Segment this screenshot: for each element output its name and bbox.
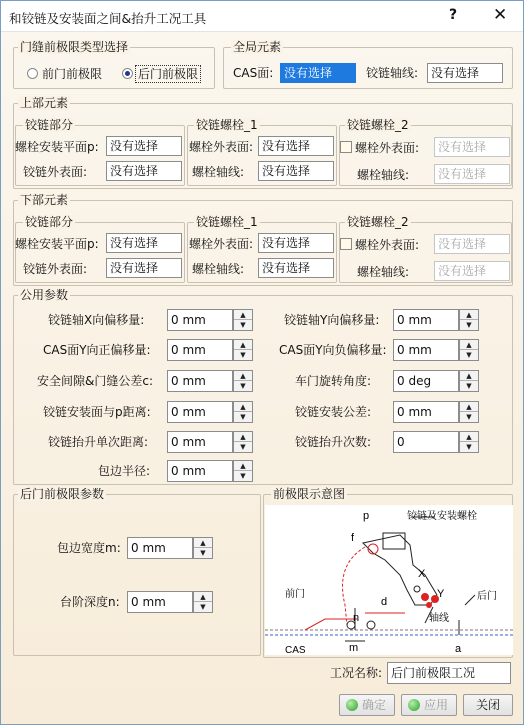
- lower-bolt1-title: 铰链螺栓_1: [196, 215, 258, 229]
- p3-label: CAS面Y向正偏移量:: [43, 343, 151, 357]
- lower-bolt2-f1-label: 螺栓外表面:: [355, 238, 420, 252]
- lower-bolt2-title: 铰链螺栓_2: [347, 215, 409, 229]
- hinge-axis-label: 铰链轴线:: [366, 66, 419, 80]
- p2-stepper[interactable]: ▲ ▼: [459, 309, 479, 331]
- front-limit-diagram: [265, 505, 513, 655]
- global-title: 全局元素: [233, 40, 282, 54]
- rear-title: 后门前极限参数: [20, 487, 105, 501]
- p8-stepper[interactable]: ▲ ▼: [459, 401, 479, 423]
- dg-label-d: d: [381, 596, 388, 608]
- lower-hinge-title: 铰链部分: [25, 215, 74, 229]
- p2-value[interactable]: 0 mm: [393, 309, 459, 331]
- lower-title: 下部元素: [20, 193, 69, 207]
- p4-value[interactable]: 0 mm: [393, 339, 459, 361]
- p4-label: CAS面Y向负偏移量:: [279, 343, 387, 357]
- radio-front-door-label[interactable]: 前门前极限: [42, 67, 103, 81]
- upper-hinge-f1-label: 螺栓安装平面p:: [15, 140, 99, 154]
- p5-label: 安全间隙&门缝公差c:: [37, 374, 153, 388]
- upper-bolt2-f1-field[interactable]: 没有选择: [434, 137, 510, 157]
- dg-label-axis: 轴线: [429, 613, 449, 624]
- p7-stepper[interactable]: ▲ ▼: [233, 401, 253, 423]
- dg-label-x: X: [418, 568, 426, 580]
- upper-bolt1-f1-label: 螺栓外表面:: [189, 140, 254, 154]
- radio-rear-door[interactable]: [122, 68, 133, 79]
- p1-label: 铰链轴X向偏移量:: [48, 313, 145, 327]
- cas-label: CAS面:: [233, 66, 274, 80]
- rear-width-value[interactable]: 0 mm: [127, 537, 193, 559]
- diagram-title: 前极限示意图: [273, 487, 346, 501]
- help-button[interactable]: ?: [449, 7, 458, 23]
- upper-bolt2-f2-field[interactable]: 没有选择: [434, 164, 510, 184]
- p1-stepper[interactable]: ▲ ▼: [233, 309, 253, 331]
- rear-depth-stepper[interactable]: ▲ ▼: [193, 591, 213, 613]
- upper-bolt1-f1-field[interactable]: 没有选择: [258, 136, 334, 156]
- dg-label-a: a: [455, 643, 462, 655]
- cas-field[interactable]: 没有选择: [280, 63, 356, 83]
- rear-width-stepper[interactable]: ▲ ▼: [193, 537, 213, 559]
- p2-label: 铰链轴Y向偏移量:: [284, 313, 380, 327]
- p5-value[interactable]: 0 mm: [167, 370, 233, 392]
- radio-front-door[interactable]: [27, 68, 38, 79]
- p8-value[interactable]: 0 mm: [393, 401, 459, 423]
- p10-stepper[interactable]: ▲ ▼: [459, 431, 479, 453]
- rear-width-label: 包边宽度m:: [57, 541, 121, 555]
- upper-hinge-title: 铰链部分: [25, 118, 74, 132]
- p1-value[interactable]: 0 mm: [167, 309, 233, 331]
- lower-hinge-f2-label: 铰链外表面:: [23, 262, 88, 276]
- diagram-svg: [265, 505, 513, 655]
- p9-value[interactable]: 0 mm: [167, 431, 233, 453]
- p9-label: 铰链抬升单次距离:: [48, 435, 149, 449]
- upper-bolt1-title: 铰链螺栓_1: [196, 118, 258, 132]
- dg-label-bolt: 铰链及安装螺栓: [407, 511, 477, 522]
- case-name-label: 工况名称:: [330, 666, 383, 680]
- p5-stepper[interactable]: ▲ ▼: [233, 370, 253, 392]
- apply-button[interactable]: [401, 694, 457, 716]
- lower-hinge-f1-label: 螺栓安装平面p:: [15, 237, 99, 251]
- common-title: 公用参数: [20, 288, 69, 302]
- ok-icon: [346, 699, 358, 711]
- upper-title: 上部元素: [20, 96, 69, 110]
- p6-stepper[interactable]: ▲ ▼: [459, 370, 479, 392]
- window-title: 和铰链及安装面之间&抬升工况工具: [9, 11, 207, 26]
- upper-bolt1-f2-field[interactable]: 没有选择: [258, 161, 334, 181]
- p10-value[interactable]: 0: [393, 431, 459, 453]
- rear-depth-value[interactable]: 0 mm: [127, 591, 193, 613]
- radio-rear-door-label[interactable]: 后门前极限: [135, 65, 201, 83]
- lower-bolt1-f1-field[interactable]: 没有选择: [258, 233, 334, 253]
- dg-label-front: 前门: [285, 589, 305, 600]
- p11-value[interactable]: 0 mm: [167, 460, 233, 482]
- ok-button[interactable]: [339, 694, 395, 716]
- upper-bolt2-title: 铰链螺栓_2: [347, 118, 409, 132]
- lower-hinge-f2-field[interactable]: 没有选择: [106, 258, 182, 278]
- upper-bolt2-f1-label: 螺栓外表面:: [355, 141, 420, 155]
- upper-bolt2-checkbox[interactable]: [340, 141, 352, 153]
- title-bar: [1, 1, 523, 32]
- rear-depth-label: 台阶深度n:: [60, 595, 120, 609]
- hinge-axis-field[interactable]: 没有选择: [427, 63, 503, 83]
- p6-label: 车门旋转角度:: [295, 374, 372, 388]
- p8-label: 铰链安装公差:: [295, 405, 372, 419]
- lower-bolt2-f1-field[interactable]: 没有选择: [434, 234, 510, 254]
- p7-value[interactable]: 0 mm: [167, 401, 233, 423]
- upper-hinge-f2-label: 铰链外表面:: [23, 165, 88, 179]
- ok-button-label: 确定: [362, 698, 387, 712]
- p9-stepper[interactable]: ▲ ▼: [233, 431, 253, 453]
- lower-bolt1-f1-label: 螺栓外表面:: [189, 237, 254, 251]
- dg-label-y: Y: [437, 588, 445, 600]
- dg-label-rear: 后门: [477, 591, 497, 602]
- close-button[interactable]: 关闭: [463, 694, 513, 716]
- apply-button-label: 应用: [424, 698, 449, 712]
- p11-stepper[interactable]: ▲ ▼: [233, 460, 253, 482]
- lower-bolt2-f2-label: 螺栓轴线:: [357, 265, 410, 279]
- p3-stepper[interactable]: ▲ ▼: [233, 339, 253, 361]
- dg-label-m: m: [349, 642, 359, 654]
- close-icon[interactable]: ✕: [493, 5, 508, 25]
- p7-label: 铰链安装面与p距离:: [43, 405, 151, 419]
- lower-bolt2-checkbox[interactable]: [340, 238, 352, 250]
- p10-label: 铰链抬升次数:: [295, 435, 372, 449]
- apply-icon: [408, 699, 420, 711]
- p6-value[interactable]: 0 deg: [393, 370, 459, 392]
- upper-bolt1-f2-label: 螺栓轴线:: [192, 165, 245, 179]
- lower-hinge-f1-field[interactable]: 没有选择: [106, 233, 182, 253]
- upper-hinge-f1-field[interactable]: 没有选择: [106, 136, 182, 156]
- upper-bolt2-f2-label: 螺栓轴线:: [357, 168, 410, 182]
- dg-label-p: p: [363, 510, 370, 522]
- p3-value[interactable]: 0 mm: [167, 339, 233, 361]
- case-name-field[interactable]: 后门前极限工况: [387, 662, 511, 684]
- lower-bolt1-f2-label: 螺栓轴线:: [192, 262, 245, 276]
- lower-bolt2-f2-field[interactable]: 没有选择: [434, 261, 510, 281]
- p4-stepper[interactable]: ▲ ▼: [459, 339, 479, 361]
- gap-type-title: 门缝前极限类型选择: [20, 40, 129, 54]
- dg-label-n: n: [353, 612, 360, 624]
- p11-label: 包边半径:: [98, 464, 151, 478]
- dg-label-cas: CAS: [285, 645, 306, 655]
- dg-label-f: f: [351, 532, 355, 544]
- rear-group: [13, 494, 261, 656]
- upper-hinge-f2-field[interactable]: 没有选择: [106, 161, 182, 181]
- lower-bolt1-f2-field[interactable]: 没有选择: [258, 258, 334, 278]
